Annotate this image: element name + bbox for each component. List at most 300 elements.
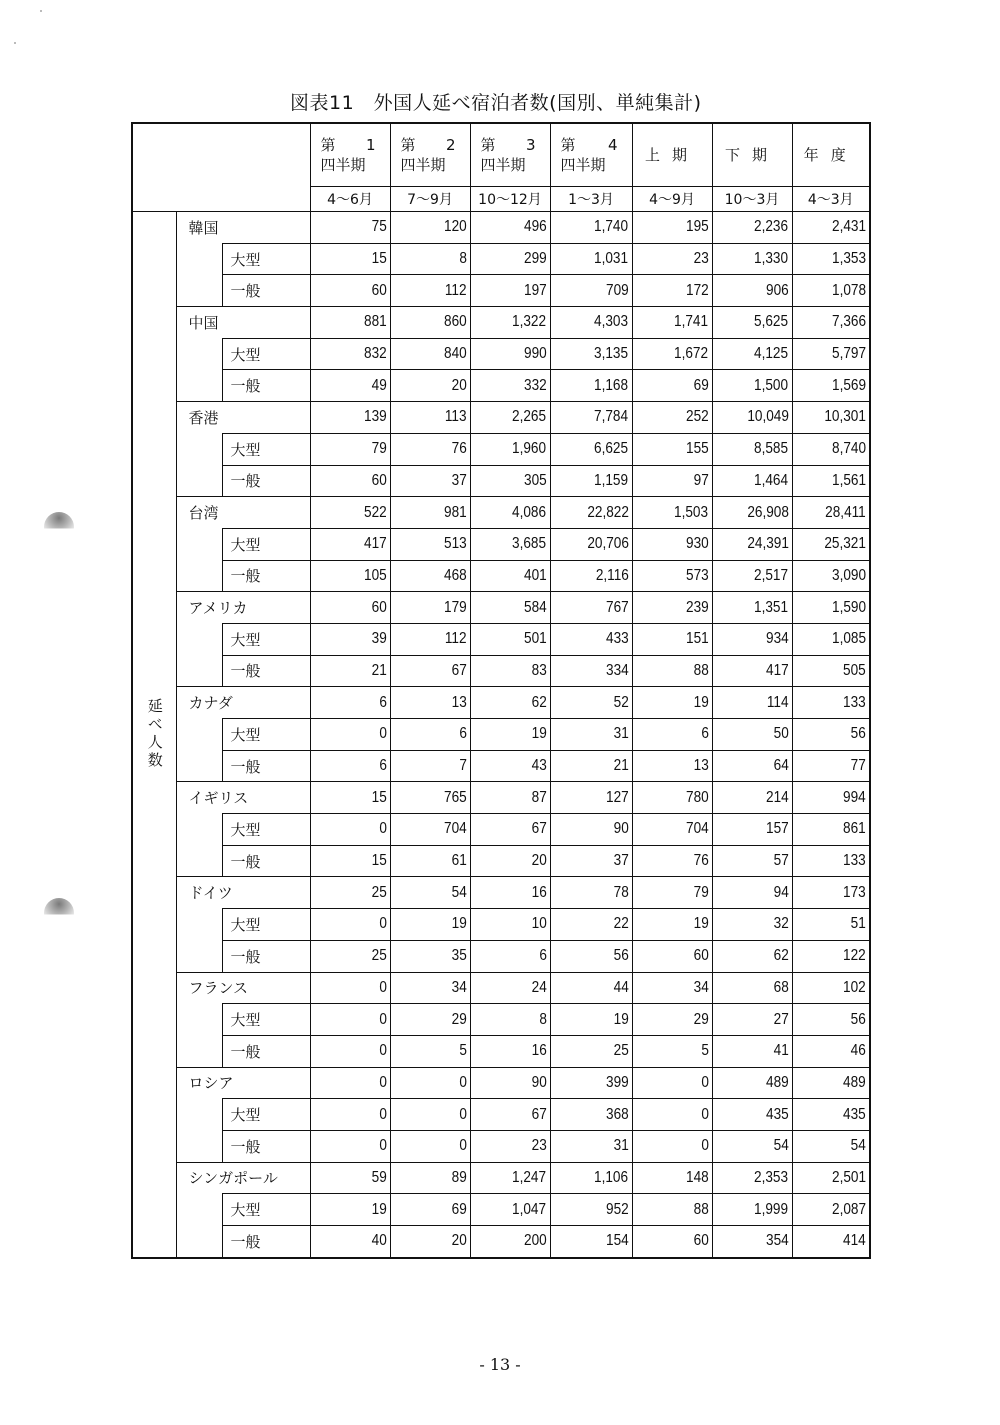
value-text: 29 <box>451 1010 467 1028</box>
table-row-total <box>132 592 870 624</box>
value-cell <box>792 497 870 529</box>
value-text: 6,625 <box>594 440 629 458</box>
value-text: 1,561 <box>831 471 866 489</box>
value-cell <box>632 307 712 339</box>
value-text: 37 <box>613 852 629 870</box>
value-text: 19 <box>451 915 467 933</box>
table-row-large <box>132 623 870 655</box>
value-cell <box>550 909 632 941</box>
value-text: 4,125 <box>754 345 789 363</box>
value-text: 0 <box>378 1137 387 1155</box>
value-cell <box>390 1004 470 1036</box>
value-text: 704 <box>443 820 467 838</box>
header-label-number: 2 <box>445 136 456 154</box>
table-row-total <box>132 402 870 434</box>
value-cell <box>470 465 550 497</box>
table-row-total <box>132 1067 870 1099</box>
table-row-general <box>132 1035 870 1067</box>
value-text: 8 <box>538 1010 547 1028</box>
value-text: 299 <box>523 250 547 268</box>
value-cell <box>390 1130 470 1162</box>
value-text: 56 <box>850 725 866 743</box>
value-cell <box>712 814 792 846</box>
header-label-number: 1 <box>365 136 376 154</box>
value-text: 2,501 <box>831 1168 866 1186</box>
value-cell <box>390 750 470 782</box>
value-text: 200 <box>523 1232 547 1250</box>
value-text: 305 <box>523 471 547 489</box>
sub-category-label: 一般 <box>222 655 310 687</box>
value-cell <box>792 1035 870 1067</box>
value-cell <box>390 782 470 814</box>
value-cell <box>712 623 792 655</box>
value-cell <box>792 1004 870 1036</box>
value-cell <box>390 243 470 275</box>
value-text: 87 <box>531 788 547 806</box>
value-cell <box>632 1162 712 1194</box>
value-text: 8 <box>458 250 467 268</box>
value-cell <box>470 655 550 687</box>
value-cell <box>470 1130 550 1162</box>
value-text: 88 <box>693 661 709 679</box>
value-cell <box>712 528 792 560</box>
value-cell <box>712 370 792 402</box>
value-cell <box>390 909 470 941</box>
value-text: 765 <box>443 788 467 806</box>
value-text: 1,322 <box>512 313 547 331</box>
header-label-number: 4 <box>607 136 618 154</box>
value-cell <box>310 338 390 370</box>
value-cell <box>550 1099 632 1131</box>
value-text: 435 <box>765 1105 789 1123</box>
value-text: 16 <box>531 1042 547 1060</box>
column-header-months: 1～3月 <box>550 187 632 212</box>
value-text: 780 <box>685 788 709 806</box>
value-cell <box>470 719 550 751</box>
value-text: 60 <box>693 947 709 965</box>
value-cell <box>390 212 470 244</box>
value-text: 0 <box>378 978 387 996</box>
value-cell <box>550 940 632 972</box>
country-name: カナダ <box>176 687 310 719</box>
column-header-quarter <box>550 123 632 187</box>
value-cell <box>470 623 550 655</box>
value-cell <box>550 1226 632 1258</box>
value-text: 120 <box>443 218 467 236</box>
value-text: 1,503 <box>674 503 709 521</box>
value-cell <box>390 814 470 846</box>
value-text: 31 <box>613 725 629 743</box>
header-label: 上期 <box>644 146 699 164</box>
value-cell <box>390 845 470 877</box>
value-text: 8,740 <box>831 440 866 458</box>
value-cell <box>550 782 632 814</box>
table-row-large <box>132 338 870 370</box>
table-row-large <box>132 528 870 560</box>
value-text: 60 <box>371 281 387 299</box>
value-text: 4,303 <box>594 313 629 331</box>
value-cell <box>712 338 792 370</box>
value-cell <box>632 497 712 529</box>
value-cell <box>712 560 792 592</box>
value-cell <box>792 972 870 1004</box>
value-cell <box>792 1067 870 1099</box>
value-cell <box>390 370 470 402</box>
value-cell <box>390 1226 470 1258</box>
value-cell <box>550 560 632 592</box>
value-text: 78 <box>613 883 629 901</box>
value-text: 151 <box>685 630 709 648</box>
value-text: 4,086 <box>512 503 547 521</box>
value-cell <box>310 307 390 339</box>
sub-category-label: 一般 <box>222 370 310 402</box>
value-text: 0 <box>458 1073 467 1091</box>
value-text: 60 <box>371 471 387 489</box>
value-text: 2,087 <box>831 1200 866 1218</box>
value-cell <box>550 972 632 1004</box>
value-text: 83 <box>531 661 547 679</box>
value-cell <box>310 909 390 941</box>
value-text: 112 <box>444 630 467 648</box>
value-cell <box>550 433 632 465</box>
value-cell <box>632 655 712 687</box>
value-cell <box>550 1194 632 1226</box>
sub-category-label: 大型 <box>222 814 310 846</box>
value-cell <box>310 940 390 972</box>
value-text: 934 <box>765 630 789 648</box>
value-cell <box>550 687 632 719</box>
column-header-months: 10～12月 <box>470 187 550 212</box>
value-text: 5,625 <box>754 313 789 331</box>
value-text: 13 <box>693 757 709 775</box>
column-header-period <box>632 123 712 187</box>
value-text: 5,797 <box>831 345 866 363</box>
value-cell <box>792 1194 870 1226</box>
header-label-suffix: 四半期 <box>480 156 526 174</box>
value-cell <box>712 940 792 972</box>
value-cell <box>470 940 550 972</box>
value-text: 35 <box>451 947 467 965</box>
value-cell <box>310 1226 390 1258</box>
value-text: 0 <box>378 1010 387 1028</box>
value-text: 7,366 <box>831 313 866 331</box>
value-cell <box>632 877 712 909</box>
value-cell <box>712 845 792 877</box>
value-text: 89 <box>451 1168 467 1186</box>
value-text: 127 <box>605 788 629 806</box>
value-text: 435 <box>843 1105 866 1123</box>
sub-category-label: 大型 <box>222 1099 310 1131</box>
value-text: 133 <box>843 852 866 870</box>
value-cell <box>550 307 632 339</box>
country-name: ドイツ <box>176 877 310 909</box>
value-text: 19 <box>371 1200 387 1218</box>
value-cell <box>792 1226 870 1258</box>
value-cell <box>792 275 870 307</box>
value-cell <box>792 338 870 370</box>
value-cell <box>712 465 792 497</box>
value-cell <box>712 433 792 465</box>
header-label-suffix: 四半期 <box>320 156 366 174</box>
punch-hole-mark <box>44 898 74 928</box>
value-cell <box>792 1130 870 1162</box>
indent-spacer <box>176 528 222 591</box>
table-row-large <box>132 719 870 751</box>
value-text: 23 <box>531 1137 547 1155</box>
value-cell <box>310 497 390 529</box>
value-text: 20 <box>451 376 467 394</box>
value-text: 573 <box>685 566 709 584</box>
indent-spacer <box>176 1099 222 1162</box>
page-number: - 13 - <box>479 1355 521 1374</box>
value-cell <box>550 338 632 370</box>
value-cell <box>550 1004 632 1036</box>
value-text: 51 <box>850 915 866 933</box>
value-cell <box>550 750 632 782</box>
value-text: 994 <box>843 788 866 806</box>
value-cell <box>310 275 390 307</box>
table-row-general <box>132 370 870 402</box>
value-cell <box>390 497 470 529</box>
value-text: 489 <box>765 1073 789 1091</box>
value-cell <box>390 1099 470 1131</box>
value-text: 67 <box>451 661 467 679</box>
value-cell <box>310 782 390 814</box>
value-cell <box>550 465 632 497</box>
value-cell <box>550 243 632 275</box>
value-cell <box>792 877 870 909</box>
value-cell <box>310 623 390 655</box>
value-text: 3,135 <box>594 345 629 363</box>
value-text: 39 <box>371 630 387 648</box>
value-cell <box>470 1099 550 1131</box>
sub-category-label: 大型 <box>222 1194 310 1226</box>
header-label-suffix: 四半期 <box>400 156 446 174</box>
value-cell <box>310 528 390 560</box>
value-cell <box>470 1035 550 1067</box>
value-cell <box>712 1067 792 1099</box>
value-cell <box>632 465 712 497</box>
value-cell <box>310 212 390 244</box>
value-cell <box>632 243 712 275</box>
value-cell <box>550 655 632 687</box>
value-text: 930 <box>685 535 709 553</box>
value-text: 7 <box>458 757 467 775</box>
country-name: 香港 <box>176 402 310 434</box>
column-header-quarter <box>310 123 390 187</box>
value-text: 75 <box>371 218 387 236</box>
country-name: シンガポール <box>176 1162 310 1194</box>
value-text: 44 <box>613 978 629 996</box>
value-text: 1,464 <box>754 471 789 489</box>
value-cell <box>632 782 712 814</box>
sub-category-label: 大型 <box>222 1004 310 1036</box>
header-label-prefix: 第 <box>560 136 576 154</box>
value-cell <box>632 1194 712 1226</box>
value-text: 1,672 <box>674 345 709 363</box>
value-cell <box>470 560 550 592</box>
value-text: 62 <box>773 947 789 965</box>
value-text: 2,265 <box>512 408 547 426</box>
value-text: 0 <box>378 1042 387 1060</box>
value-text: 67 <box>531 820 547 838</box>
value-cell <box>390 972 470 1004</box>
value-cell <box>470 845 550 877</box>
value-cell <box>712 1162 792 1194</box>
value-cell <box>390 528 470 560</box>
value-cell <box>712 212 792 244</box>
value-text: 69 <box>451 1200 467 1218</box>
value-cell <box>550 370 632 402</box>
value-cell <box>310 1194 390 1226</box>
header-label-prefix: 第 <box>480 136 496 154</box>
value-text: 154 <box>605 1232 629 1250</box>
value-cell <box>632 402 712 434</box>
value-cell <box>310 1162 390 1194</box>
value-text: 906 <box>765 281 789 299</box>
value-cell <box>310 1035 390 1067</box>
value-cell <box>470 1194 550 1226</box>
table-row-general <box>132 1226 870 1258</box>
header-label-prefix: 第 <box>400 136 416 154</box>
value-text: 2,353 <box>754 1168 789 1186</box>
punch-hole-mark <box>44 512 74 542</box>
column-header-period <box>712 123 792 187</box>
value-text: 1,740 <box>594 218 629 236</box>
value-text: 16 <box>531 883 547 901</box>
value-text: 709 <box>605 281 629 299</box>
country-name: ロシア <box>176 1067 310 1099</box>
value-cell <box>390 275 470 307</box>
value-cell <box>632 1035 712 1067</box>
value-cell <box>470 1004 550 1036</box>
value-cell <box>792 845 870 877</box>
sub-category-label: 大型 <box>222 338 310 370</box>
value-cell <box>712 655 792 687</box>
value-cell <box>632 940 712 972</box>
value-cell <box>632 845 712 877</box>
table-row-total <box>132 782 870 814</box>
value-text: 1,999 <box>754 1200 789 1218</box>
sub-category-label: 一般 <box>222 1130 310 1162</box>
value-text: 1,047 <box>512 1200 547 1218</box>
value-cell <box>470 402 550 434</box>
table-row-general <box>132 275 870 307</box>
value-text: 0 <box>700 1073 709 1091</box>
value-cell <box>470 307 550 339</box>
value-cell <box>470 243 550 275</box>
value-cell <box>390 307 470 339</box>
value-text: 368 <box>605 1105 629 1123</box>
value-text: 54 <box>850 1137 866 1155</box>
value-text: 767 <box>605 598 629 616</box>
value-text: 1,247 <box>512 1168 547 1186</box>
indent-spacer <box>176 243 222 306</box>
value-cell <box>712 1226 792 1258</box>
value-cell <box>550 1067 632 1099</box>
value-cell <box>310 814 390 846</box>
value-cell <box>550 1162 632 1194</box>
value-text: 332 <box>523 376 547 394</box>
value-text: 79 <box>693 883 709 901</box>
value-cell <box>470 338 550 370</box>
sub-category-label: 一般 <box>222 845 310 877</box>
value-cell <box>792 687 870 719</box>
value-text: 195 <box>685 218 709 236</box>
value-text: 77 <box>850 757 866 775</box>
value-cell <box>550 275 632 307</box>
value-text: 861 <box>843 820 866 838</box>
value-text: 60 <box>371 598 387 616</box>
value-cell <box>310 655 390 687</box>
value-cell <box>632 687 712 719</box>
table-row-large <box>132 909 870 941</box>
value-cell <box>390 560 470 592</box>
value-cell <box>712 402 792 434</box>
country-name: 台湾 <box>176 497 310 529</box>
value-cell <box>792 465 870 497</box>
value-text: 21 <box>371 661 387 679</box>
value-cell <box>632 909 712 941</box>
value-text: 1,569 <box>831 376 866 394</box>
column-header-months: 10～3月 <box>712 187 792 212</box>
indent-spacer <box>176 433 222 496</box>
value-text: 881 <box>363 313 387 331</box>
value-cell <box>310 877 390 909</box>
value-cell <box>632 370 712 402</box>
value-cell <box>310 1067 390 1099</box>
value-text: 114 <box>766 693 789 711</box>
value-text: 1,031 <box>594 250 629 268</box>
value-cell <box>390 338 470 370</box>
table-row-large <box>132 1099 870 1131</box>
value-cell <box>310 845 390 877</box>
value-text: 97 <box>693 471 709 489</box>
value-cell <box>470 1162 550 1194</box>
value-text: 76 <box>693 852 709 870</box>
value-text: 496 <box>523 218 547 236</box>
country-name: フランス <box>176 972 310 1004</box>
sub-category-label: 一般 <box>222 560 310 592</box>
value-text: 173 <box>843 883 866 901</box>
value-cell <box>470 433 550 465</box>
value-text: 5 <box>700 1042 709 1060</box>
value-cell <box>390 719 470 751</box>
value-cell <box>310 243 390 275</box>
value-text: 0 <box>378 915 387 933</box>
value-cell <box>310 972 390 1004</box>
value-text: 179 <box>443 598 467 616</box>
value-cell <box>390 940 470 972</box>
column-header-months: 4～3月 <box>792 187 870 212</box>
table-row-large <box>132 433 870 465</box>
value-text: 513 <box>443 535 467 553</box>
row-group-label: 延べ人数 <box>132 212 176 1258</box>
value-cell <box>712 909 792 941</box>
value-text: 112 <box>444 281 467 299</box>
value-text: 2,116 <box>595 566 629 584</box>
value-text: 19 <box>531 725 547 743</box>
value-text: 148 <box>685 1168 709 1186</box>
table-row-general <box>132 1130 870 1162</box>
value-text: 832 <box>363 345 387 363</box>
country-name: 韓国 <box>176 212 310 244</box>
value-text: 0 <box>458 1137 467 1155</box>
value-cell <box>550 623 632 655</box>
value-cell <box>470 528 550 560</box>
value-cell <box>792 212 870 244</box>
value-cell <box>470 1226 550 1258</box>
